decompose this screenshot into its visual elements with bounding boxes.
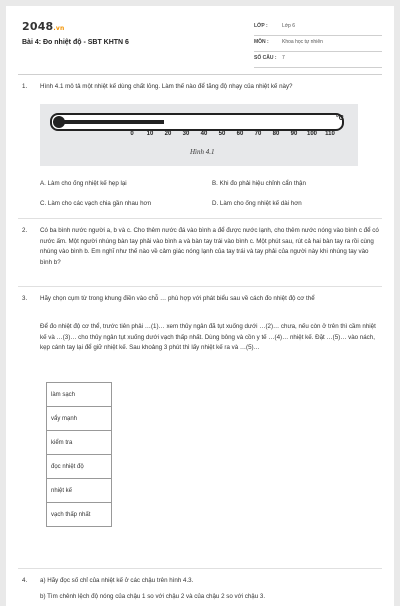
scale-tick-label: 10	[146, 131, 154, 137]
meta-row-count	[254, 52, 382, 68]
thermometer-figure	[40, 104, 358, 166]
meta-row-class	[254, 20, 382, 36]
word-choice-cell: nhiệt kế	[47, 479, 112, 503]
thermometer-unit: °C	[336, 115, 344, 122]
option-text: B. Khi đo phải hiệu chỉnh cẩn thận	[212, 180, 306, 187]
option-a[interactable]	[40, 180, 127, 187]
option-text: D. Làm cho ống nhiệt kế dài hơn	[212, 200, 302, 207]
thermometer-scale	[132, 131, 338, 139]
option-d[interactable]	[212, 200, 302, 207]
scale-tick-label: 0	[130, 131, 134, 137]
meta-value: Khoa học tự nhiên	[282, 39, 323, 45]
meta-value: 7	[282, 55, 285, 61]
meta-value: Lớp 6	[282, 23, 296, 29]
question-divider	[18, 568, 382, 569]
worksheet-page	[6, 6, 394, 606]
logo-text: 2048	[22, 20, 54, 33]
option-text: C. Làm cho các vạch chia gần nhau hơn	[40, 200, 152, 207]
word-choice-table	[46, 382, 112, 527]
meta-panel	[254, 20, 382, 68]
question-text: Có ba bình nước người a, b và c. Cho thêm nước đá vào bình a để được nước lạnh, cho thêm nước nóng vào bình c để có nước ấm. Một người nhúng bàn tay phải vào bình a và bàn tay trái vào bình c. Một phút sau, rút cả hai bàn tay ra rồi cùng nhúng vào bình b. Em nghĩ như thế nào về cảm giác nóng lạnh của tay trái và tay phải của người này khi nhúng tay vào bình b?	[40, 227, 379, 266]
word-choice-cell: đọc nhiệt độ	[47, 455, 112, 479]
page-title: Bài 4: Đo nhiệt độ - SBT KHTN 6	[22, 39, 129, 46]
meta-label: MÔN :	[254, 39, 269, 45]
thermometer-liquid	[62, 120, 164, 124]
site-logo[interactable]	[22, 20, 64, 33]
scale-tick-label: 60	[236, 131, 244, 137]
word-choice-cell: vạch thấp nhất	[47, 503, 112, 527]
scale-tick-label: 90	[290, 131, 298, 137]
question-divider	[18, 218, 382, 219]
meta-label: SỐ CÂU :	[254, 55, 277, 61]
scale-tick-label: 20	[164, 131, 172, 137]
scale-tick-label: 30	[182, 131, 190, 137]
option-c[interactable]	[40, 200, 151, 207]
question-number: 1.	[22, 83, 28, 90]
word-choice-cell: vẩy mạnh	[47, 407, 112, 431]
passage-text: Để đo nhiệt độ cơ thể, trước tiên phải …(1)… xem thủy ngân đã tụt xuống dưới …(2)… chưa, nếu còn ở trên thì cầm nhiệt kế và …(3)… cho thủy ngân tụt xuống dưới vạch thấp nhất. Dùng bông và cồn y tế …(4)… nhiệt kế. Đặt …(5)… vào nách, kẹp cánh tay lại để giữ nhiệt kế. Sau khoảng 3 phút thì lấy nhiệt kế ra và …(5)…	[40, 323, 376, 351]
scale-tick-label: 40	[200, 131, 208, 137]
option-text: A. Làm cho ống nhiệt kế hẹp lại	[40, 180, 127, 187]
figure-caption: Hình 4.1	[190, 148, 215, 156]
question-text: Hãy chọn cụm từ trong khung điền vào chỗ … phù hợp với phát biểu sau về cách đo nhiệt độ cơ thể	[40, 295, 315, 302]
scale-tick-label: 70	[254, 131, 262, 137]
question-number: 4.	[22, 577, 28, 584]
header-divider	[18, 74, 382, 75]
scale-tick-label: 80	[272, 131, 280, 137]
question-number: 2.	[22, 227, 28, 234]
option-b[interactable]	[212, 180, 306, 187]
question-divider	[18, 286, 382, 287]
question-text: a) Hãy đọc số chỉ của nhiệt kế ở các chậu trên hình 4.3.	[40, 577, 194, 584]
question-number: 3.	[22, 295, 28, 302]
question-text: b) Tìm chênh lệch độ nóng của chậu 1 so với chậu 2 và của chậu 2 so với chậu 3.	[40, 593, 266, 600]
logo-suffix: .vn	[53, 25, 65, 32]
scale-tick-label: 50	[218, 131, 226, 137]
meta-label: LỚP :	[254, 23, 268, 29]
word-choice-cell: làm sạch	[47, 383, 112, 407]
question-text: Hình 4.1 mô tả một nhiệt kế dùng chất lỏng. Làm thế nào để tăng độ nhạy của nhiệt kế này?	[40, 83, 293, 90]
scale-tick-label: 100	[306, 131, 318, 137]
word-choice-cell: kiểm tra	[47, 431, 112, 455]
scale-tick-label: 110	[325, 131, 335, 137]
meta-row-subject	[254, 36, 382, 52]
